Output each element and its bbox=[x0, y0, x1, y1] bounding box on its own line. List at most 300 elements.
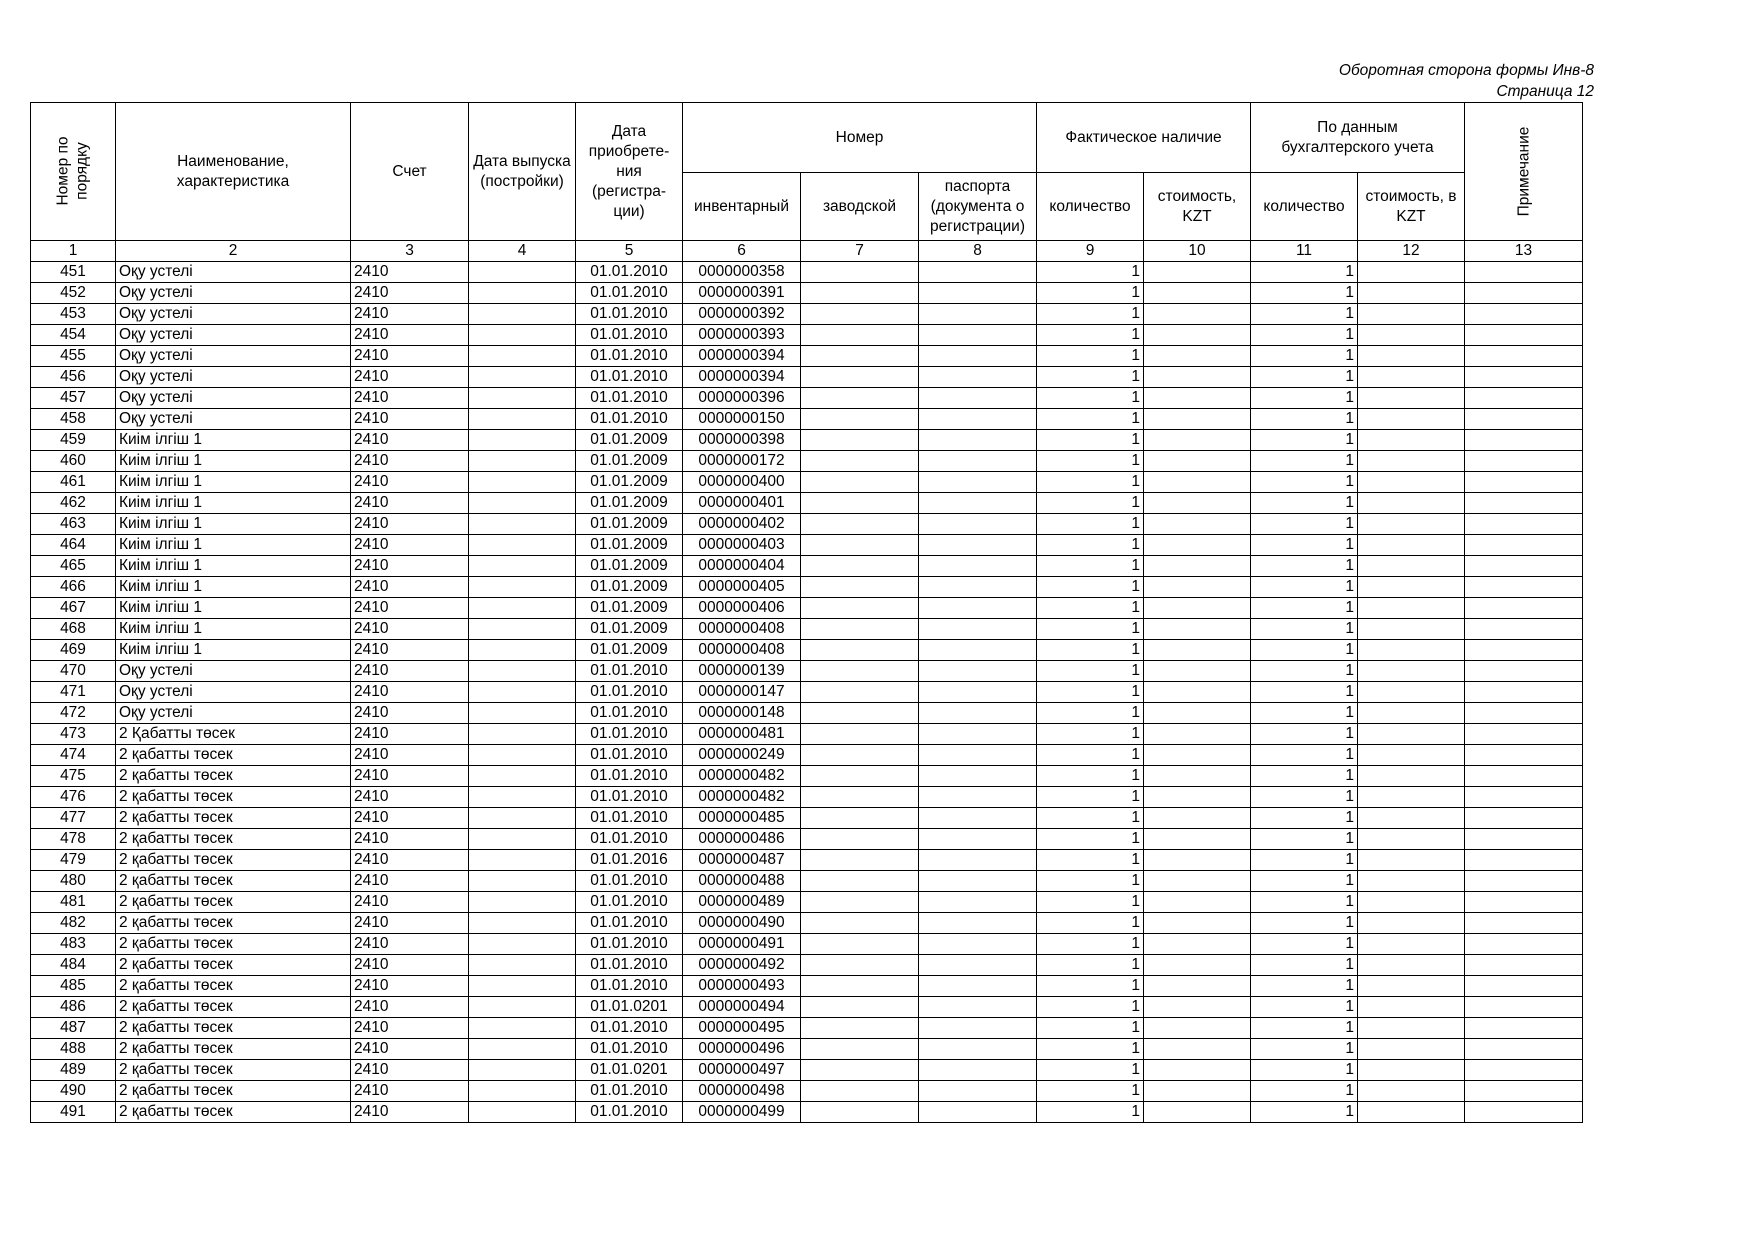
cell-inventory-number: 0000000394 bbox=[683, 367, 801, 388]
cell-cost-accounting bbox=[1358, 1102, 1465, 1123]
cell-passport-number bbox=[919, 283, 1037, 304]
cell-acquisition-date: 01.01.2010 bbox=[576, 661, 683, 682]
cell-note bbox=[1465, 598, 1583, 619]
cell-account: 2410 bbox=[351, 577, 469, 598]
cell-account: 2410 bbox=[351, 913, 469, 934]
col-header-name: Наименование, характеристика bbox=[116, 103, 351, 241]
cell-qty-actual: 1 bbox=[1037, 304, 1144, 325]
table-row bbox=[31, 577, 1583, 598]
cell-row-number: 481 bbox=[31, 892, 116, 913]
cell-factory-number bbox=[801, 1060, 919, 1081]
cell-qty-actual: 1 bbox=[1037, 745, 1144, 766]
cell-passport-number bbox=[919, 976, 1037, 997]
cell-cost-accounting bbox=[1358, 976, 1465, 997]
cell-qty-actual: 1 bbox=[1037, 1060, 1144, 1081]
cell-qty-accounting: 1 bbox=[1251, 409, 1358, 430]
column-number: 6 bbox=[683, 241, 801, 262]
cell-inventory-number: 0000000172 bbox=[683, 451, 801, 472]
cell-item-name: 2 қабатты төсек bbox=[116, 745, 351, 766]
cell-item-name: Оқу устелі bbox=[116, 262, 351, 283]
column-number-row bbox=[31, 241, 1583, 262]
cell-cost-actual bbox=[1144, 1060, 1251, 1081]
cell-cost-accounting bbox=[1358, 262, 1465, 283]
cell-passport-number bbox=[919, 598, 1037, 619]
cell-release-date bbox=[469, 367, 576, 388]
cell-account: 2410 bbox=[351, 892, 469, 913]
cell-row-number: 474 bbox=[31, 745, 116, 766]
cell-row-number: 488 bbox=[31, 1039, 116, 1060]
cell-acquisition-date: 01.01.2010 bbox=[576, 913, 683, 934]
cell-inventory-number: 0000000492 bbox=[683, 955, 801, 976]
cell-account: 2410 bbox=[351, 514, 469, 535]
cell-release-date bbox=[469, 850, 576, 871]
cell-row-number: 457 bbox=[31, 388, 116, 409]
cell-item-name: Киім ілгіш 1 bbox=[116, 451, 351, 472]
cell-inventory-number: 0000000482 bbox=[683, 766, 801, 787]
cell-inventory-number: 0000000394 bbox=[683, 346, 801, 367]
cell-passport-number bbox=[919, 1018, 1037, 1039]
cell-release-date bbox=[469, 1039, 576, 1060]
col-header-account: Счет bbox=[351, 103, 469, 241]
cell-account: 2410 bbox=[351, 640, 469, 661]
cell-release-date bbox=[469, 661, 576, 682]
cell-release-date bbox=[469, 766, 576, 787]
cell-row-number: 453 bbox=[31, 304, 116, 325]
cell-cost-accounting bbox=[1358, 997, 1465, 1018]
cell-account: 2410 bbox=[351, 409, 469, 430]
cell-cost-actual bbox=[1144, 388, 1251, 409]
cell-release-date bbox=[469, 1081, 576, 1102]
table-row bbox=[31, 598, 1583, 619]
cell-item-name: 2 қабатты төсек bbox=[116, 787, 351, 808]
cell-item-name: 2 қабатты төсек bbox=[116, 955, 351, 976]
col-header-number-line2: порядку bbox=[74, 142, 91, 200]
cell-acquisition-date: 01.01.2009 bbox=[576, 535, 683, 556]
cell-qty-actual: 1 bbox=[1037, 682, 1144, 703]
cell-qty-accounting: 1 bbox=[1251, 304, 1358, 325]
column-number: 13 bbox=[1465, 241, 1583, 262]
cell-factory-number bbox=[801, 430, 919, 451]
cell-inventory-number: 0000000139 bbox=[683, 661, 801, 682]
cell-passport-number bbox=[919, 451, 1037, 472]
cell-acquisition-date: 01.01.2010 bbox=[576, 871, 683, 892]
cell-row-number: 482 bbox=[31, 913, 116, 934]
cell-item-name: 2 қабатты төсек bbox=[116, 1081, 351, 1102]
cell-qty-accounting: 1 bbox=[1251, 913, 1358, 934]
cell-release-date bbox=[469, 577, 576, 598]
cell-factory-number bbox=[801, 661, 919, 682]
cell-account: 2410 bbox=[351, 934, 469, 955]
cell-qty-actual: 1 bbox=[1037, 640, 1144, 661]
cell-note bbox=[1465, 451, 1583, 472]
cell-qty-accounting: 1 bbox=[1251, 850, 1358, 871]
col-header-factory: заводской bbox=[801, 173, 919, 241]
cell-acquisition-date: 01.01.2010 bbox=[576, 1018, 683, 1039]
cell-passport-number bbox=[919, 829, 1037, 850]
cell-cost-actual bbox=[1144, 346, 1251, 367]
cell-cost-accounting bbox=[1358, 724, 1465, 745]
cell-release-date bbox=[469, 619, 576, 640]
col-header-note bbox=[1465, 103, 1583, 241]
cell-note bbox=[1465, 997, 1583, 1018]
cell-factory-number bbox=[801, 514, 919, 535]
cell-factory-number bbox=[801, 808, 919, 829]
cell-row-number: 491 bbox=[31, 1102, 116, 1123]
column-number: 3 bbox=[351, 241, 469, 262]
cell-note bbox=[1465, 409, 1583, 430]
cell-account: 2410 bbox=[351, 745, 469, 766]
cell-inventory-number: 0000000392 bbox=[683, 304, 801, 325]
cell-cost-actual bbox=[1144, 304, 1251, 325]
cell-acquisition-date: 01.01.2010 bbox=[576, 787, 683, 808]
cell-passport-number bbox=[919, 472, 1037, 493]
cell-row-number: 470 bbox=[31, 661, 116, 682]
cell-note bbox=[1465, 514, 1583, 535]
cell-inventory-number: 0000000482 bbox=[683, 787, 801, 808]
cell-cost-accounting bbox=[1358, 1081, 1465, 1102]
cell-note bbox=[1465, 913, 1583, 934]
cell-qty-actual: 1 bbox=[1037, 829, 1144, 850]
table-row bbox=[31, 472, 1583, 493]
cell-inventory-number: 0000000150 bbox=[683, 409, 801, 430]
cell-account: 2410 bbox=[351, 1081, 469, 1102]
cell-passport-number bbox=[919, 619, 1037, 640]
cell-qty-actual: 1 bbox=[1037, 262, 1144, 283]
cell-acquisition-date: 01.01.2010 bbox=[576, 262, 683, 283]
cell-cost-accounting bbox=[1358, 787, 1465, 808]
col-header-qty-accounting: количество bbox=[1251, 173, 1358, 241]
cell-inventory-number: 0000000408 bbox=[683, 619, 801, 640]
cell-inventory-number: 0000000393 bbox=[683, 325, 801, 346]
cell-row-number: 485 bbox=[31, 976, 116, 997]
cell-passport-number bbox=[919, 934, 1037, 955]
cell-qty-actual: 1 bbox=[1037, 1081, 1144, 1102]
table-row bbox=[31, 535, 1583, 556]
table-row bbox=[31, 850, 1583, 871]
cell-row-number: 489 bbox=[31, 1060, 116, 1081]
cell-note bbox=[1465, 829, 1583, 850]
cell-factory-number bbox=[801, 1039, 919, 1060]
cell-passport-number bbox=[919, 1081, 1037, 1102]
cell-qty-accounting: 1 bbox=[1251, 388, 1358, 409]
cell-inventory-number: 0000000486 bbox=[683, 829, 801, 850]
cell-account: 2410 bbox=[351, 997, 469, 1018]
cell-row-number: 471 bbox=[31, 682, 116, 703]
column-number: 7 bbox=[801, 241, 919, 262]
cell-qty-accounting: 1 bbox=[1251, 472, 1358, 493]
table-row bbox=[31, 871, 1583, 892]
cell-cost-accounting bbox=[1358, 1039, 1465, 1060]
cell-factory-number bbox=[801, 283, 919, 304]
cell-release-date bbox=[469, 430, 576, 451]
cell-account: 2410 bbox=[351, 766, 469, 787]
cell-cost-actual bbox=[1144, 829, 1251, 850]
column-number: 1 bbox=[31, 241, 116, 262]
table-row bbox=[31, 556, 1583, 577]
cell-cost-accounting bbox=[1358, 745, 1465, 766]
table-row bbox=[31, 619, 1583, 640]
cell-qty-accounting: 1 bbox=[1251, 619, 1358, 640]
table-row bbox=[31, 514, 1583, 535]
cell-acquisition-date: 01.01.2009 bbox=[576, 640, 683, 661]
cell-factory-number bbox=[801, 556, 919, 577]
col-header-release-date: Дата выпуска (постройки) bbox=[469, 103, 576, 241]
cell-qty-actual: 1 bbox=[1037, 997, 1144, 1018]
cell-note bbox=[1465, 1081, 1583, 1102]
cell-row-number: 456 bbox=[31, 367, 116, 388]
cell-factory-number bbox=[801, 346, 919, 367]
cell-item-name: 2 қабатты төсек bbox=[116, 829, 351, 850]
cell-qty-actual: 1 bbox=[1037, 619, 1144, 640]
cell-note bbox=[1465, 367, 1583, 388]
table-row bbox=[31, 430, 1583, 451]
cell-inventory-number: 0000000249 bbox=[683, 745, 801, 766]
cell-row-number: 469 bbox=[31, 640, 116, 661]
cell-acquisition-date: 01.01.2010 bbox=[576, 976, 683, 997]
cell-row-number: 483 bbox=[31, 934, 116, 955]
cell-passport-number bbox=[919, 493, 1037, 514]
cell-account: 2410 bbox=[351, 388, 469, 409]
cell-acquisition-date: 01.01.2009 bbox=[576, 514, 683, 535]
cell-qty-accounting: 1 bbox=[1251, 493, 1358, 514]
cell-cost-accounting bbox=[1358, 283, 1465, 304]
cell-acquisition-date: 01.01.2010 bbox=[576, 955, 683, 976]
cell-inventory-number: 0000000494 bbox=[683, 997, 801, 1018]
cell-cost-accounting bbox=[1358, 430, 1465, 451]
cell-item-name: Киім ілгіш 1 bbox=[116, 556, 351, 577]
cell-row-number: 458 bbox=[31, 409, 116, 430]
cell-cost-actual bbox=[1144, 472, 1251, 493]
cell-cost-actual bbox=[1144, 262, 1251, 283]
cell-cost-accounting bbox=[1358, 913, 1465, 934]
cell-release-date bbox=[469, 493, 576, 514]
col-header-accounting-group: По данным бухгалтерского учета bbox=[1251, 103, 1465, 173]
cell-qty-accounting: 1 bbox=[1251, 682, 1358, 703]
cell-inventory-number: 0000000496 bbox=[683, 1039, 801, 1060]
cell-account: 2410 bbox=[351, 493, 469, 514]
cell-passport-number bbox=[919, 409, 1037, 430]
cell-note bbox=[1465, 556, 1583, 577]
cell-factory-number bbox=[801, 493, 919, 514]
cell-cost-actual bbox=[1144, 283, 1251, 304]
cell-note bbox=[1465, 661, 1583, 682]
cell-qty-accounting: 1 bbox=[1251, 283, 1358, 304]
table-row bbox=[31, 367, 1583, 388]
cell-account: 2410 bbox=[351, 850, 469, 871]
cell-note bbox=[1465, 682, 1583, 703]
cell-qty-actual: 1 bbox=[1037, 1018, 1144, 1039]
cell-cost-actual bbox=[1144, 598, 1251, 619]
cell-qty-accounting: 1 bbox=[1251, 556, 1358, 577]
cell-note bbox=[1465, 892, 1583, 913]
cell-account: 2410 bbox=[351, 1018, 469, 1039]
cell-cost-actual bbox=[1144, 1039, 1251, 1060]
table-row bbox=[31, 745, 1583, 766]
cell-item-name: 2 қабатты төсек bbox=[116, 1060, 351, 1081]
cell-account: 2410 bbox=[351, 808, 469, 829]
cell-qty-actual: 1 bbox=[1037, 577, 1144, 598]
cell-account: 2410 bbox=[351, 619, 469, 640]
cell-qty-accounting: 1 bbox=[1251, 955, 1358, 976]
cell-inventory-number: 0000000495 bbox=[683, 1018, 801, 1039]
cell-row-number: 455 bbox=[31, 346, 116, 367]
cell-row-number: 459 bbox=[31, 430, 116, 451]
cell-cost-actual bbox=[1144, 892, 1251, 913]
cell-cost-actual bbox=[1144, 409, 1251, 430]
cell-cost-actual bbox=[1144, 913, 1251, 934]
cell-passport-number bbox=[919, 787, 1037, 808]
cell-qty-accounting: 1 bbox=[1251, 745, 1358, 766]
column-number: 10 bbox=[1144, 241, 1251, 262]
cell-inventory-number: 0000000499 bbox=[683, 1102, 801, 1123]
cell-cost-accounting bbox=[1358, 1018, 1465, 1039]
cell-factory-number bbox=[801, 829, 919, 850]
cell-qty-accounting: 1 bbox=[1251, 934, 1358, 955]
cell-item-name: 2 Қабатты төсек bbox=[116, 724, 351, 745]
cell-passport-number bbox=[919, 346, 1037, 367]
column-number: 2 bbox=[116, 241, 351, 262]
table-row bbox=[31, 451, 1583, 472]
cell-acquisition-date: 01.01.2010 bbox=[576, 682, 683, 703]
cell-note bbox=[1465, 283, 1583, 304]
cell-cost-actual bbox=[1144, 325, 1251, 346]
cell-cost-actual bbox=[1144, 997, 1251, 1018]
cell-cost-actual bbox=[1144, 556, 1251, 577]
cell-row-number: 478 bbox=[31, 829, 116, 850]
cell-note bbox=[1465, 787, 1583, 808]
cell-item-name: Оқу устелі bbox=[116, 304, 351, 325]
cell-cost-accounting bbox=[1358, 766, 1465, 787]
cell-qty-actual: 1 bbox=[1037, 913, 1144, 934]
cell-note bbox=[1465, 493, 1583, 514]
cell-cost-actual bbox=[1144, 787, 1251, 808]
table-row bbox=[31, 1102, 1583, 1123]
cell-account: 2410 bbox=[351, 325, 469, 346]
col-header-actual-group: Фактическое наличие bbox=[1037, 103, 1251, 173]
cell-inventory-number: 0000000491 bbox=[683, 934, 801, 955]
cell-cost-accounting bbox=[1358, 388, 1465, 409]
cell-acquisition-date: 01.01.2016 bbox=[576, 850, 683, 871]
cell-cost-actual bbox=[1144, 451, 1251, 472]
cell-acquisition-date: 01.01.2009 bbox=[576, 619, 683, 640]
cell-passport-number bbox=[919, 1039, 1037, 1060]
cell-account: 2410 bbox=[351, 787, 469, 808]
cell-cost-actual bbox=[1144, 577, 1251, 598]
cell-qty-accounting: 1 bbox=[1251, 661, 1358, 682]
cell-inventory-number: 0000000396 bbox=[683, 388, 801, 409]
cell-qty-actual: 1 bbox=[1037, 367, 1144, 388]
cell-row-number: 467 bbox=[31, 598, 116, 619]
cell-passport-number bbox=[919, 262, 1037, 283]
cell-release-date bbox=[469, 955, 576, 976]
cell-item-name: Оқу устелі bbox=[116, 661, 351, 682]
cell-cost-accounting bbox=[1358, 451, 1465, 472]
inventory-table bbox=[30, 102, 1583, 1123]
cell-note bbox=[1465, 1018, 1583, 1039]
cell-qty-actual: 1 bbox=[1037, 325, 1144, 346]
cell-factory-number bbox=[801, 745, 919, 766]
cell-release-date bbox=[469, 745, 576, 766]
cell-cost-actual bbox=[1144, 661, 1251, 682]
table-row bbox=[31, 766, 1583, 787]
table-row bbox=[31, 892, 1583, 913]
cell-note bbox=[1465, 472, 1583, 493]
cell-release-date bbox=[469, 1102, 576, 1123]
cell-qty-accounting: 1 bbox=[1251, 430, 1358, 451]
cell-note bbox=[1465, 955, 1583, 976]
cell-acquisition-date: 01.01.2009 bbox=[576, 472, 683, 493]
cell-account: 2410 bbox=[351, 682, 469, 703]
cell-passport-number bbox=[919, 745, 1037, 766]
cell-note bbox=[1465, 724, 1583, 745]
page-number: Страница 12 bbox=[1496, 83, 1594, 100]
table-row bbox=[31, 1081, 1583, 1102]
cell-cost-actual bbox=[1144, 934, 1251, 955]
table-row bbox=[31, 934, 1583, 955]
cell-note bbox=[1465, 1039, 1583, 1060]
cell-account: 2410 bbox=[351, 1039, 469, 1060]
cell-factory-number bbox=[801, 325, 919, 346]
cell-item-name: Киім ілгіш 1 bbox=[116, 640, 351, 661]
cell-item-name: Киім ілгіш 1 bbox=[116, 577, 351, 598]
cell-factory-number bbox=[801, 598, 919, 619]
cell-inventory-number: 0000000487 bbox=[683, 850, 801, 871]
cell-inventory-number: 0000000485 bbox=[683, 808, 801, 829]
cell-qty-actual: 1 bbox=[1037, 493, 1144, 514]
cell-cost-actual bbox=[1144, 430, 1251, 451]
cell-qty-accounting: 1 bbox=[1251, 325, 1358, 346]
cell-qty-actual: 1 bbox=[1037, 409, 1144, 430]
cell-row-number: 480 bbox=[31, 871, 116, 892]
cell-qty-accounting: 1 bbox=[1251, 976, 1358, 997]
cell-qty-accounting: 1 bbox=[1251, 1060, 1358, 1081]
cell-qty-accounting: 1 bbox=[1251, 766, 1358, 787]
cell-factory-number bbox=[801, 955, 919, 976]
cell-cost-accounting bbox=[1358, 514, 1465, 535]
cell-inventory-number: 0000000498 bbox=[683, 1081, 801, 1102]
cell-cost-accounting bbox=[1358, 871, 1465, 892]
cell-acquisition-date: 01.01.2010 bbox=[576, 1039, 683, 1060]
cell-qty-actual: 1 bbox=[1037, 955, 1144, 976]
table-row bbox=[31, 997, 1583, 1018]
cell-qty-actual: 1 bbox=[1037, 556, 1144, 577]
cell-passport-number bbox=[919, 325, 1037, 346]
cell-cost-actual bbox=[1144, 766, 1251, 787]
cell-cost-accounting bbox=[1358, 472, 1465, 493]
cell-release-date bbox=[469, 262, 576, 283]
cell-item-name: 2 қабатты төсек bbox=[116, 1102, 351, 1123]
cell-factory-number bbox=[801, 1102, 919, 1123]
cell-account: 2410 bbox=[351, 262, 469, 283]
cell-note bbox=[1465, 346, 1583, 367]
cell-account: 2410 bbox=[351, 1060, 469, 1081]
cell-release-date bbox=[469, 997, 576, 1018]
cell-inventory-number: 0000000401 bbox=[683, 493, 801, 514]
col-header-acquisition-date: Дата приобрете-ния (регистра-ции) bbox=[576, 103, 683, 241]
cell-passport-number bbox=[919, 367, 1037, 388]
table-row bbox=[31, 304, 1583, 325]
cell-item-name: 2 қабатты төсек bbox=[116, 1039, 351, 1060]
cell-item-name: Оқу устелі bbox=[116, 283, 351, 304]
cell-qty-accounting: 1 bbox=[1251, 1018, 1358, 1039]
table-row bbox=[31, 409, 1583, 430]
cell-cost-accounting bbox=[1358, 535, 1465, 556]
cell-passport-number bbox=[919, 577, 1037, 598]
cell-cost-accounting bbox=[1358, 850, 1465, 871]
cell-acquisition-date: 01.01.2010 bbox=[576, 829, 683, 850]
cell-qty-accounting: 1 bbox=[1251, 703, 1358, 724]
cell-qty-accounting: 1 bbox=[1251, 346, 1358, 367]
